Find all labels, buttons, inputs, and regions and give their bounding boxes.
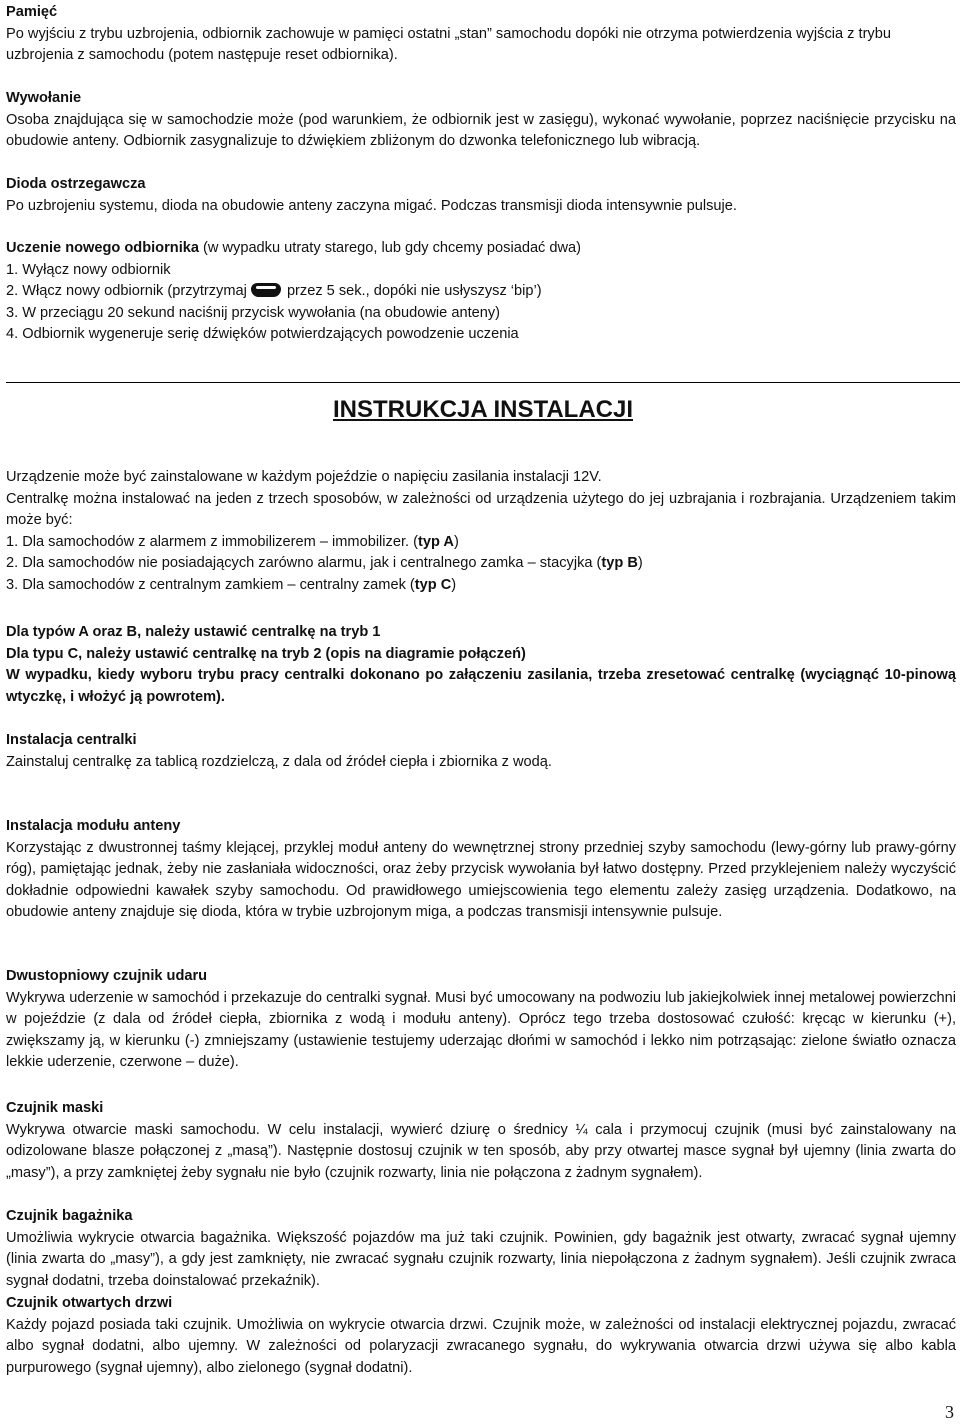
section-door-sensor bbox=[6, 1293, 956, 1379]
section-call bbox=[6, 88, 956, 153]
intro-item-3-text: 3. Dla samochodów z centralnym zamkiem – centralny zamek ( bbox=[6, 576, 415, 593]
learning-step-3: 3. W przeciągu 20 sekund naciśnij przycisk wywołania (na obudowie anteny) bbox=[6, 304, 501, 321]
section-shock-sensor bbox=[6, 966, 956, 1074]
trunk-sensor-heading: Czujnik bagażnika bbox=[6, 1208, 133, 1224]
learning-step-2-end: przez 5 sek., dopóki nie usłyszysz ‘bip’) bbox=[286, 283, 542, 300]
door-sensor-text: Każdy pojazd posiada taki czujnik. Umożliwia on wykrycie otwarcia drzwi. Czujnik może, w zależności od instalacji elektrycznej pojazdu, zwracać albo sygnał dodatni, albo ujemny. W zależności od polaryzacji zwracanego sygnału, do wykrywania otwarcia drzwi używa się albo kabla purpurowego (sygnał ujemny), albo zielonego (sygnał dodatni). bbox=[6, 1316, 956, 1376]
learning-step-2 bbox=[6, 281, 956, 303]
call-text: Osoba znajdująca się w samochodzie może (pod warunkiem, że odbiornik jest w zasięgu), wykonać wywołanie, poprzez naciśnięcie przycisku na obudowie anteny. Odbiornik zasygnalizuje to dźwiękiem zbliżonym do dzwonka telefonicznego lub wibracją. bbox=[6, 111, 956, 150]
section-notes bbox=[6, 622, 956, 708]
intro-item-3-type: typ C bbox=[414, 576, 452, 593]
intro-item-1 bbox=[6, 532, 956, 554]
section-learning bbox=[6, 238, 956, 346]
section-led bbox=[6, 174, 956, 217]
page-number: 3 bbox=[945, 1402, 954, 1422]
notes-line-2: Dla typu C, należy ustawić centralkę na tryb 2 (opis na diagramie połączeń) bbox=[6, 645, 526, 662]
intro-item-1-type: typ A bbox=[417, 533, 454, 550]
section-memory bbox=[6, 2, 956, 67]
call-heading: Wywołanie bbox=[6, 90, 82, 106]
learning-step-4: 4. Odbiornik wygeneruje serię dźwięków potwierdzających powodzenie uczenia bbox=[6, 326, 519, 343]
shock-sensor-heading: Dwustopniowy czujnik udaru bbox=[6, 968, 208, 984]
central-install-text: Zainstaluj centralkę za tablicą rozdzielczą, z dala od źródeł ciepła i zbiornika z wodą. bbox=[6, 753, 552, 770]
antenna-install-text: Korzystając z dwustronnej taśmy klejącej, przyklej moduł anteny do wewnętrznej strony przedniej szyby samochodu (lewy-górny lub prawy-górny róg), pamiętając jednak, żeby nie zasłaniała widoczności, oraz żeby przycisk wywołania był łatwo dostępny. Przed przyklejeniem należy wyczyścić dokładnie odpowiedni kawałek szyby samochodu. Od prawidłowego umiejscowienia tego elementu zależy zasięg urządzenia. Dodatkowo, na obudowie anteny znajduje się dioda, która w trybie uzbrojonym miga, a podczas transmisji intensywnie pulsuje. bbox=[6, 839, 956, 921]
notes-line-3: W wypadku, kiedy wyboru trybu pracy centralki dokonano po załączeniu zasilania, trzeba zresetować centralkę (wyciągnąć 10-pinową wtyczkę, i włożyć ją powrotem). bbox=[6, 667, 956, 705]
learning-heading-bold: Uczenie nowego odbiornika bbox=[6, 240, 199, 256]
memory-text: Po wyjściu z trybu uzbrojenia, odbiornik zachowuje w pamięci ostatni „stan” samochodu dopóki nie otrzyma potwierdzenia wyjścia z trybu uzbrojenia z samochodu (potem następuje reset odbiornika). bbox=[6, 25, 891, 64]
section-hood-sensor bbox=[6, 1098, 956, 1184]
intro-item-1-text: 1. Dla samochodów z alarmem z immobilizerem – immobilizer. ( bbox=[6, 533, 418, 550]
intro-item-2 bbox=[6, 553, 956, 575]
install-title: INSTRUKCJA INSTALACJI bbox=[332, 396, 633, 423]
door-sensor-heading: Czujnik otwartych drzwi bbox=[6, 1295, 173, 1311]
trunk-sensor-text: Umożliwia wykrycie otwarcia bagażnika. Większość pojazdów ma już taki czujnik. Powinien, gdy bagażnik jest otwarty, zwracać sygnał ujemny (linia zwarta do „masy”), a gdy jest zamknięty, nie zwracać sygnału czujnik rozwarty, linia niepołączona z żadnym sygnałem). Jeśli czujnik zwraca sygnał dodatni, trzeba doinstalować przekaźnik). bbox=[6, 1229, 956, 1289]
central-install-heading: Instalacja centralki bbox=[6, 732, 137, 748]
led-text: Po uzbrojeniu systemu, dioda na obudowie anteny zaczyna migać. Podczas transmisji dioda intensywnie pulsuje. bbox=[6, 197, 737, 214]
memory-heading: Pamięć bbox=[6, 4, 58, 20]
section-trunk-sensor bbox=[6, 1206, 956, 1292]
intro-item-2-close: ) bbox=[637, 555, 643, 572]
learning-step-1: 1. Wyłącz nowy odbiornik bbox=[6, 261, 171, 278]
learning-heading bbox=[6, 238, 956, 260]
led-heading: Dioda ostrzegawcza bbox=[6, 176, 146, 192]
intro-line-1: Urządzenie może być zainstalowane w każdym pojeździe o napięciu zasilania instalacji 12V. bbox=[6, 469, 602, 485]
hood-sensor-heading: Czujnik maski bbox=[6, 1100, 104, 1116]
shock-sensor-text: Wykrywa uderzenie w samochód i przekazuje do centralki sygnał. Musi być umocowany na podwoziu lub jakiejkolwiek innej metalowej powierzchni w pojeździe (z dala od źródeł ciepła, zbiornika z wodą i modułu anteny). Oprócz tego trzeba dostosować czułość: kręcąc w kierunku (+), zwiększamy ją, w kierunku (-) zmniejszamy (ustawienie testujemy uderzając dłońmi w samochód i lekko nim potrząsając: zielone światło oznacza lekkie uderzenie, czerwone – duże). bbox=[6, 989, 956, 1071]
section-divider bbox=[6, 382, 960, 383]
intro-item-3 bbox=[6, 575, 956, 597]
intro-item-2-text: 2. Dla samochodów nie posiadających zarówno alarmu, jak i centralnego zamka – stacyjka ( bbox=[6, 555, 602, 572]
intro-item-1-close: ) bbox=[453, 533, 459, 550]
intro-line-2: Centralkę można instalować na jeden z trzech sposobów, w zależności od urządzenia użytego do jej uzbrajania i rozbrajania. Urządzeniem takim może być: bbox=[6, 490, 956, 529]
learning-step-2-start: 2. Włącz nowy odbiornik (przytrzymaj bbox=[6, 283, 247, 300]
intro-item-2-type: typ B bbox=[601, 555, 638, 572]
section-intro bbox=[6, 467, 956, 597]
hood-sensor-text: Wykrywa otwarcie maski samochodu. W celu instalacji, wywierć dziurę o średnicy ¼ cala i przymocuj czujnik (musi być zainstalowany na odizolowane blasze połączonej z „masą”). Następnie dostosuj czujnik w ten sposób, aby przy otwartej masce sygnał był ujemny (linia zwarta do „masy”), a przy zamkniętej żeby sygnału nie było (czujnik rozwarty, linia nie połączona z żadnym sygnałem). bbox=[6, 1121, 956, 1181]
learning-heading-rest: (w wypadku utraty starego, lub gdy chcemy posiadać dwa) bbox=[198, 240, 582, 256]
notes-line-1: Dla typów A oraz B, należy ustawić centralkę na tryb 1 bbox=[6, 624, 381, 640]
section-central-install bbox=[6, 730, 956, 773]
remote-button-icon bbox=[251, 283, 281, 297]
intro-item-3-close: ) bbox=[451, 576, 457, 593]
antenna-install-heading: Instalacja modułu anteny bbox=[6, 818, 181, 834]
section-antenna-install bbox=[6, 816, 956, 924]
